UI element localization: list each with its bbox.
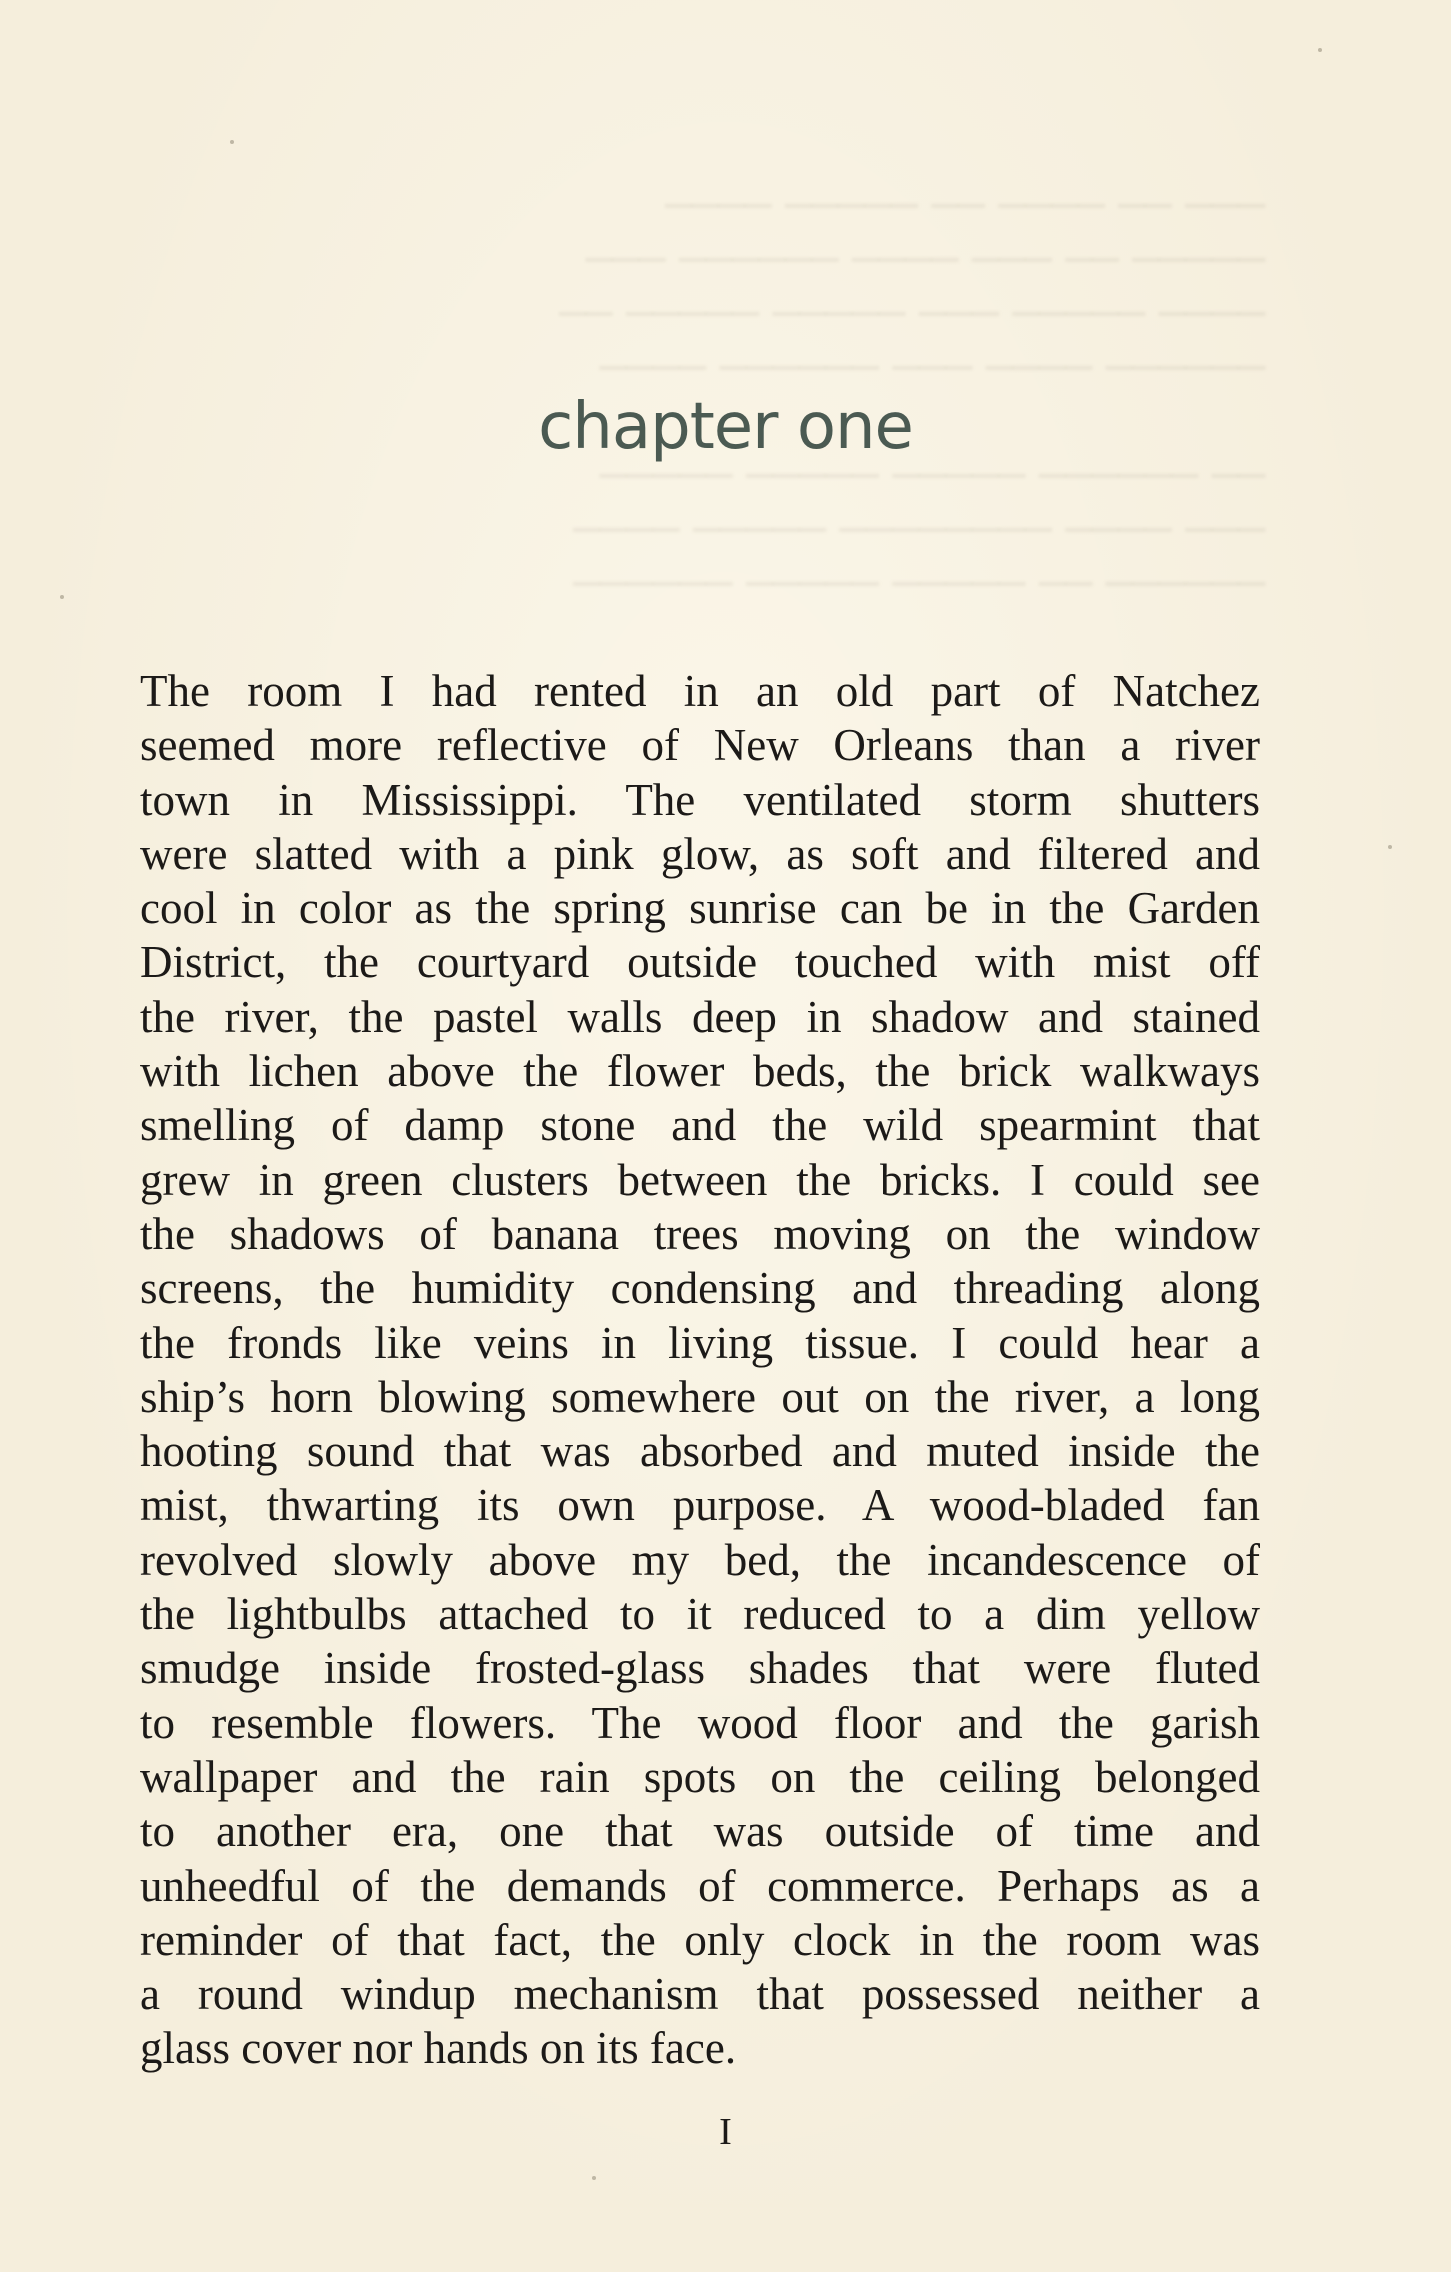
paragraph-line: smudge inside frosted-glass shades that were fluted (140, 1643, 1260, 1694)
page-number: I (719, 2111, 732, 2153)
paragraph-line: cool in color as the spring sunrise can be in the Garden (140, 883, 1260, 934)
paragraph-line: revolved slowly above my bed, the incandescence of (140, 1534, 1260, 1585)
paragraph-line: glass cover nor hands on its face. (140, 2023, 737, 2074)
paragraph-line: The room I had rented in an old part of Natchez (140, 666, 1260, 716)
paragraph-line: the lightbulbs attached to it reduced to a dim yellow (140, 1589, 1260, 1640)
chapter-body-paragraph (140, 664, 1260, 2076)
paragraph-line: hooting sound that was absorbed and muted inside the (140, 1426, 1260, 1477)
paragraph-line: were slatted with a pink glow, as soft and filtered and (140, 828, 1260, 879)
paper-speck (1388, 845, 1392, 849)
paragraph-line: ship’s horn blowing somewhere out on the river, a long (140, 1371, 1260, 1422)
paper-speck (1318, 48, 1322, 52)
paragraph-line: with lichen above the flower beds, the brick walkways (140, 1046, 1260, 1097)
paragraph-line: to resemble flowers. The wood floor and the garish (140, 1697, 1260, 1748)
paragraph-line: wallpaper and the rain spots on the ceiling belonged (140, 1751, 1260, 1802)
paragraph-line: smelling of damp stone and the wild spearmint that (140, 1100, 1260, 1151)
bleed-through-texture: ─── ── ──── ── ───── ──── ───── ── ─── ──── ────── ─── ──── ───── ─── ───── ───── ── ────── ──── ─── ────── ──── ── ────── ───── ───── ───── ─── ──── ──────── ───── ──── ────── ── ───── ───── ────── (559, 181, 1265, 610)
paragraph-line: the fronds like veins in living tissue. I could hear a (140, 1317, 1260, 1368)
paper-speck (592, 2176, 596, 2180)
paragraph-line: screens, the humidity condensing and threading along (140, 1263, 1260, 1314)
paragraph-line: town in Mississippi. The ventilated storm shutters (140, 774, 1260, 825)
paper-speck (60, 595, 64, 599)
paragraph-line: grew in green clusters between the bricks. I could see (140, 1154, 1260, 1205)
paragraph-line: mist, thwarting its own purpose. A wood-bladed fan (140, 1480, 1260, 1531)
paragraph-line: District, the courtyard outside touched with mist off (140, 937, 1260, 988)
paragraph-line: unheedful of the demands of commerce. Perhaps as a (140, 1860, 1260, 1911)
chapter-title: chapter one (538, 390, 913, 464)
paragraph-line: a round windup mechanism that possessed neither a (140, 1969, 1260, 2020)
paragraph-line: seemed more reflective of New Orleans than a river (140, 720, 1260, 771)
paper-speck (230, 140, 234, 144)
paragraph-line: reminder of that fact, the only clock in the room was (140, 1914, 1260, 1965)
paragraph-line: the river, the pastel walls deep in shadow and stained (140, 991, 1260, 1042)
paragraph-line: to another era, one that was outside of time and (140, 1806, 1260, 1857)
paragraph-line: the shadows of banana trees moving on the window (140, 1208, 1260, 1259)
